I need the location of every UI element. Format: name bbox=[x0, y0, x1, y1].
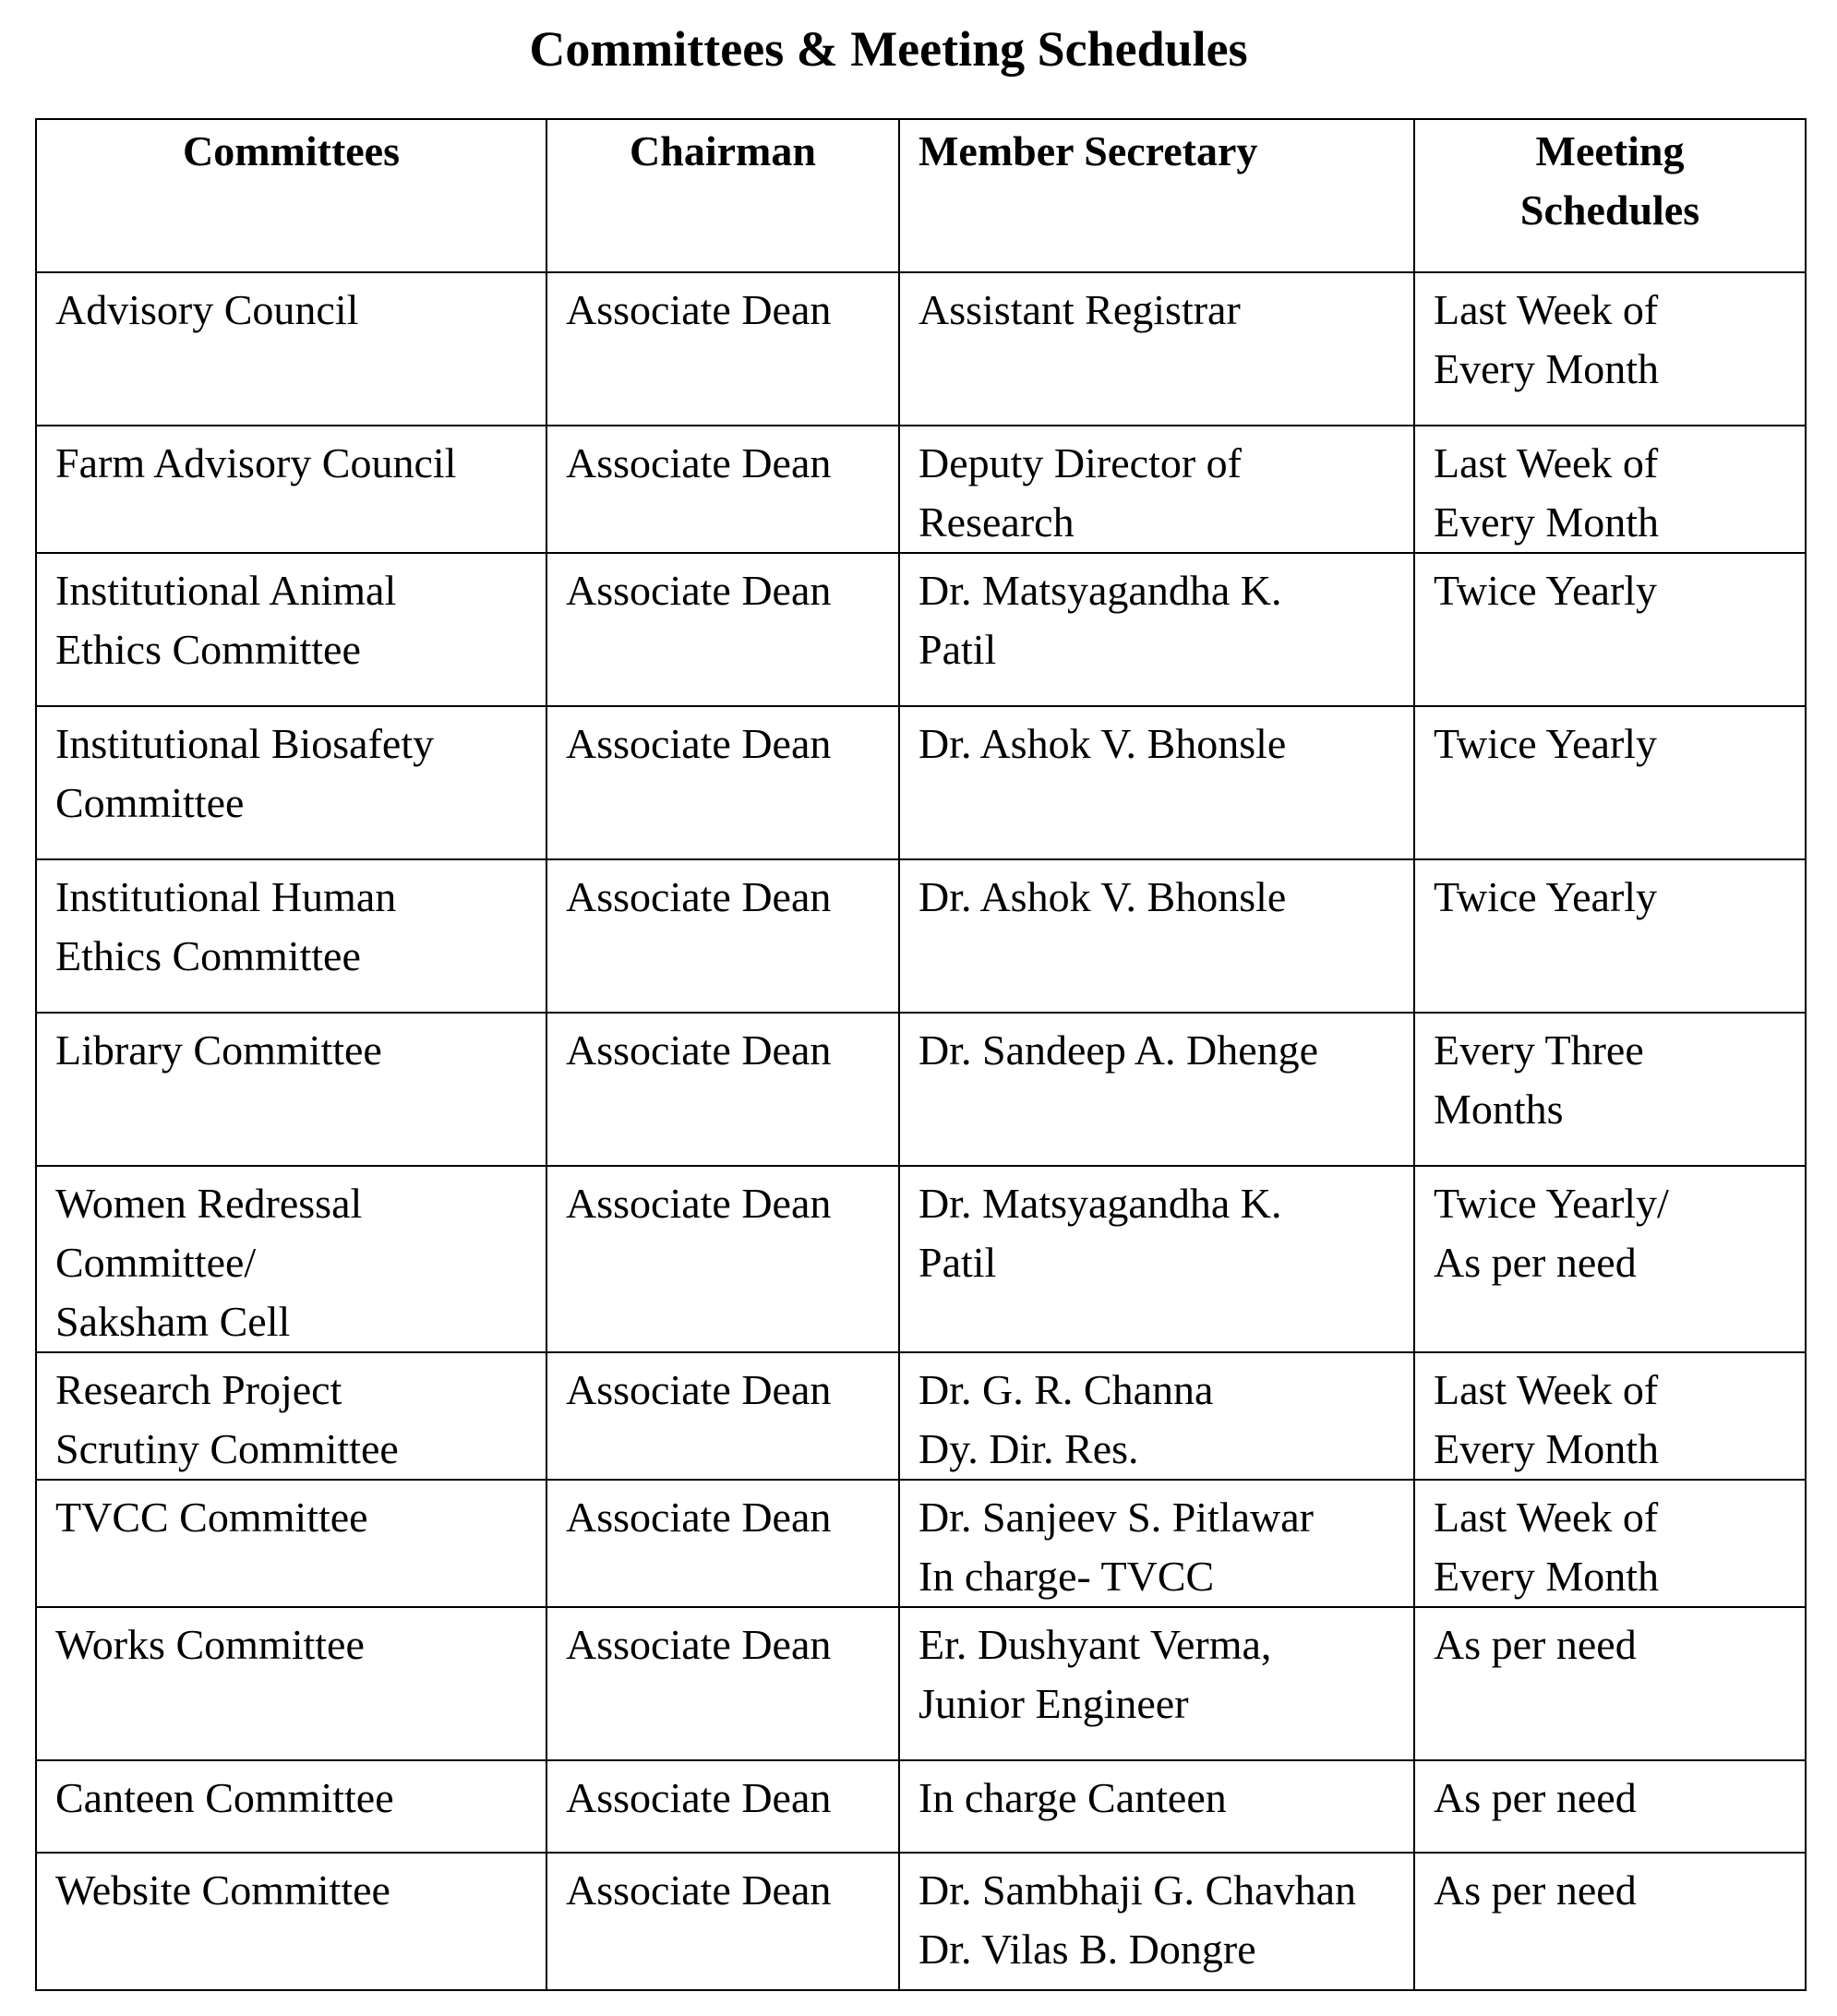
chairman-cell: Associate Dean bbox=[546, 272, 899, 426]
table-row bbox=[36, 1352, 1806, 1480]
committee-cell: TVCC Committee bbox=[36, 1480, 546, 1607]
header-member-secretary: Member Secretary bbox=[899, 119, 1414, 272]
committees-table bbox=[35, 118, 1807, 1991]
committee-cell: Canteen Committee bbox=[36, 1760, 546, 1853]
secretary-cell: Dr. G. R. Channa Dy. Dir. Res. bbox=[899, 1352, 1414, 1480]
table-row bbox=[36, 1480, 1806, 1607]
schedule-cell: As per need bbox=[1414, 1853, 1806, 1990]
secretary-cell: Dr. Matsyagandha K. Patil bbox=[899, 553, 1414, 706]
secretary-cell: Dr. Sanjeev S. Pitlawar In charge- TVCC bbox=[899, 1480, 1414, 1607]
table-row bbox=[36, 859, 1806, 1013]
chairman-cell: Associate Dean bbox=[546, 553, 899, 706]
secretary-cell: In charge Canteen bbox=[899, 1760, 1414, 1853]
chairman-cell: Associate Dean bbox=[546, 1013, 899, 1166]
chairman-cell: Associate Dean bbox=[546, 1480, 899, 1607]
table-row bbox=[36, 272, 1806, 426]
table-row bbox=[36, 706, 1806, 859]
secretary-cell: Dr. Sambhaji G. Chavhan Dr. Vilas B. Dongre bbox=[899, 1853, 1414, 1990]
chairman-cell: Associate Dean bbox=[546, 1760, 899, 1853]
schedule-cell: As per need bbox=[1414, 1607, 1806, 1760]
schedule-cell: Twice Yearly bbox=[1414, 706, 1806, 859]
schedule-cell: Last Week of Every Month bbox=[1414, 1480, 1806, 1607]
secretary-cell: Assistant Registrar bbox=[899, 272, 1414, 426]
chairman-cell: Associate Dean bbox=[546, 426, 899, 553]
schedule-cell: Last Week of Every Month bbox=[1414, 272, 1806, 426]
chairman-cell: Associate Dean bbox=[546, 1352, 899, 1480]
header-chairman: Chairman bbox=[546, 119, 899, 272]
committee-cell: Institutional Human Ethics Committee bbox=[36, 859, 546, 1013]
chairman-cell: Associate Dean bbox=[546, 1853, 899, 1990]
table-row bbox=[36, 1853, 1806, 1990]
secretary-cell: Dr. Ashok V. Bhonsle bbox=[899, 706, 1414, 859]
chairman-cell: Associate Dean bbox=[546, 706, 899, 859]
schedule-cell: As per need bbox=[1414, 1760, 1806, 1853]
committee-cell: Research Project Scrutiny Committee bbox=[36, 1352, 546, 1480]
secretary-cell: Er. Dushyant Verma, Junior Engineer bbox=[899, 1607, 1414, 1760]
committee-cell: Website Committee bbox=[36, 1853, 546, 1990]
committee-cell: Women Redressal Committee/ Saksham Cell bbox=[36, 1166, 546, 1352]
secretary-cell: Dr. Matsyagandha K. Patil bbox=[899, 1166, 1414, 1352]
committee-cell: Institutional Animal Ethics Committee bbox=[36, 553, 546, 706]
table-row bbox=[36, 1166, 1806, 1352]
table-row bbox=[36, 1013, 1806, 1166]
schedule-cell: Twice Yearly bbox=[1414, 859, 1806, 1013]
header-meeting-schedules: Meeting Schedules bbox=[1414, 119, 1806, 272]
header-committees: Committees bbox=[36, 119, 546, 272]
committee-cell: Library Committee bbox=[36, 1013, 546, 1166]
schedule-cell: Last Week of Every Month bbox=[1414, 1352, 1806, 1480]
committee-cell: Farm Advisory Council bbox=[36, 426, 546, 553]
schedule-cell: Every Three Months bbox=[1414, 1013, 1806, 1166]
chairman-cell: Associate Dean bbox=[546, 1166, 899, 1352]
table-header-row bbox=[36, 119, 1806, 272]
schedule-cell: Last Week of Every Month bbox=[1414, 426, 1806, 553]
secretary-cell: Dr. Ashok V. Bhonsle bbox=[899, 859, 1414, 1013]
secretary-cell: Dr. Sandeep A. Dhenge bbox=[899, 1013, 1414, 1166]
schedule-cell: Twice Yearly bbox=[1414, 553, 1806, 706]
committee-cell: Works Committee bbox=[36, 1607, 546, 1760]
schedule-cell: Twice Yearly/ As per need bbox=[1414, 1166, 1806, 1352]
table-row bbox=[36, 1760, 1806, 1853]
table-row bbox=[36, 1607, 1806, 1760]
committee-cell: Advisory Council bbox=[36, 272, 546, 426]
chairman-cell: Associate Dean bbox=[546, 859, 899, 1013]
table-row bbox=[36, 426, 1806, 553]
page-title: Committees & Meeting Schedules bbox=[529, 21, 1248, 77]
chairman-cell: Associate Dean bbox=[546, 1607, 899, 1760]
committee-cell: Institutional Biosafety Committee bbox=[36, 706, 546, 859]
secretary-cell: Deputy Director of Research bbox=[899, 426, 1414, 553]
table-row bbox=[36, 553, 1806, 706]
